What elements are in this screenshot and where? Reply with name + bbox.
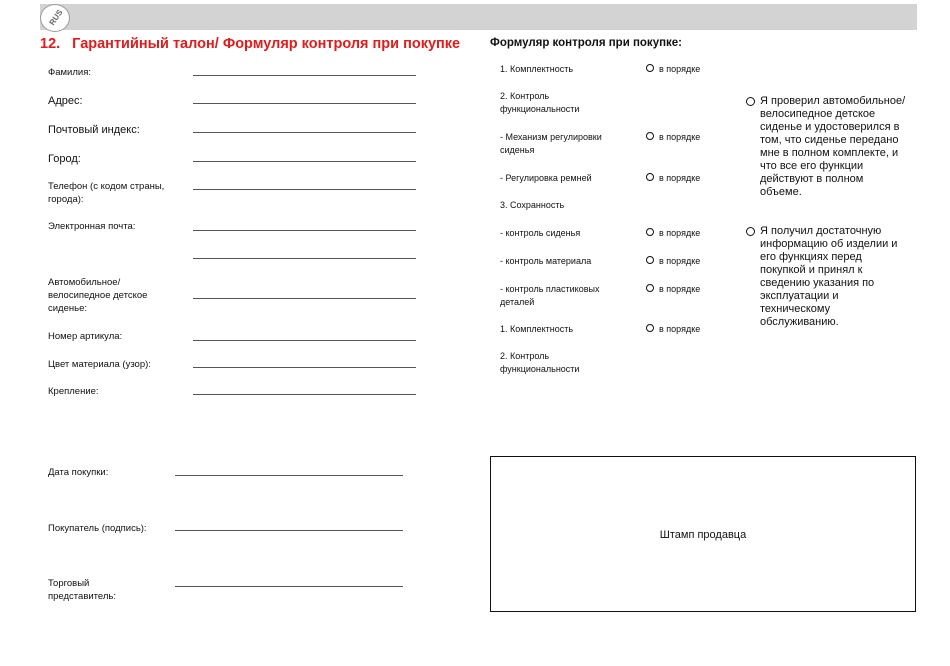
checkbox-material-check-ok[interactable] [646,255,700,267]
confirmation-informed-text: Я получил достаточную информацию об изделии и его функциях перед покупкой и принял к сведению указания по эксплуатации и техническому обслуживанию. [760,225,898,328]
radio-circle-icon [646,284,654,292]
ok-label: в порядке [659,132,701,142]
page-title [40,36,460,52]
checklist-item-completeness-2: 1. Комплектность [500,324,574,334]
section-number: 12. [40,36,61,52]
field-line-address[interactable] [193,103,416,104]
field-label-purchase-date: Дата покупки: [48,467,109,478]
radio-circle-icon [646,256,654,264]
checklist-item-belt-adjustment: - Регулировка ремней [500,173,592,183]
radio-circle-icon [646,64,654,72]
ok-label: в порядке [659,228,701,238]
radio-circle-icon [746,97,755,106]
ok-label: в порядке [659,173,701,183]
radio-circle-icon [746,227,755,236]
field-label-postcode: Почтовый индекс: [48,124,140,136]
checkbox-belt-adjustment-ok[interactable] [646,172,700,184]
field-label-address: Адрес: [48,95,83,107]
confirmation-informed[interactable] [746,225,906,329]
field-label-email: Электронная почта: [48,221,136,232]
field-label-sales-rep: Торговый представитель: [48,578,117,602]
field-line-email[interactable] [193,230,416,231]
checklist-item-functionality: 2. Контроль функциональности [500,91,580,114]
section-title: Гарантийный талон/ Формуляр контроля при покупке [72,36,461,52]
field-line-seat[interactable] [193,298,416,299]
field-line-phone[interactable] [193,189,416,190]
field-label-city: Город: [48,153,81,165]
ok-label: в порядке [659,256,701,266]
ok-label: в порядке [659,284,701,294]
field-line-buyer-signature[interactable] [175,530,403,531]
radio-circle-icon [646,228,654,236]
checklist-item-functionality-2: 2. Контроль функциональности [500,351,580,374]
field-line-postcode[interactable] [193,132,416,133]
field-label-surname: Фамилия: [48,67,91,78]
field-label-buyer-signature: Покупатель (подпись): [48,523,147,534]
field-line-fastening[interactable] [193,394,416,395]
language-badge [40,4,70,32]
checklist-item-completeness: 1. Комплектность [500,64,574,74]
language-badge-text: RUS [47,8,65,28]
field-label-fastening: Крепление: [48,386,99,397]
radio-circle-icon [646,132,654,140]
radio-circle-icon [646,324,654,332]
checkbox-plastic-check-ok[interactable] [646,283,700,295]
checklist-item-plastic-check: - контроль пластиковых деталей [500,284,600,307]
seller-stamp-label: Штамп продавца [659,529,747,541]
ok-label: в порядке [659,324,701,334]
header-bar [40,4,917,30]
field-line-purchase-date[interactable] [175,475,403,476]
seller-stamp-box [490,456,916,612]
field-label-article-number: Номер артикула: [48,331,123,342]
field-label-phone: Телефон (с кодом страны, города): [48,181,165,205]
checklist-title: Формуляр контроля при покупке: [490,37,683,49]
confirmation-complete[interactable] [746,95,906,199]
checkbox-seat-check-ok[interactable] [646,227,700,239]
field-line-city[interactable] [193,161,416,162]
checkbox-seat-adjustment-ok[interactable] [646,131,700,143]
radio-circle-icon [646,173,654,181]
checklist-item-seat-check: - контроль сиденья [500,228,581,238]
field-line-sales-rep[interactable] [175,586,403,587]
field-label-fabric-color: Цвет материала (узор): [48,359,151,370]
checkbox-completeness-ok[interactable] [646,63,700,75]
checklist-item-seat-adjustment: - Механизм регулировки сиденья [500,132,602,155]
checklist-item-condition: 3. Сохранность [500,200,565,210]
field-line-surname[interactable] [193,75,416,76]
confirmation-complete-text: Я проверил автомобильное/ велосипедное детское сиденье и удостоверился в том, что сиденье передано мне в полном комплекте, и что все его функции действуют в полном объеме. [760,95,906,198]
field-line-article-number[interactable] [193,340,416,341]
field-label-seat: Автомобильное/ велосипедное детское сиденье: [48,277,148,314]
ok-label: в порядке [659,64,701,74]
field-line-email-extra[interactable] [193,258,416,259]
checklist-item-material-check: - контроль материала [500,256,592,266]
field-line-fabric-color[interactable] [193,367,416,368]
checkbox-completeness-2-ok[interactable] [646,323,700,335]
